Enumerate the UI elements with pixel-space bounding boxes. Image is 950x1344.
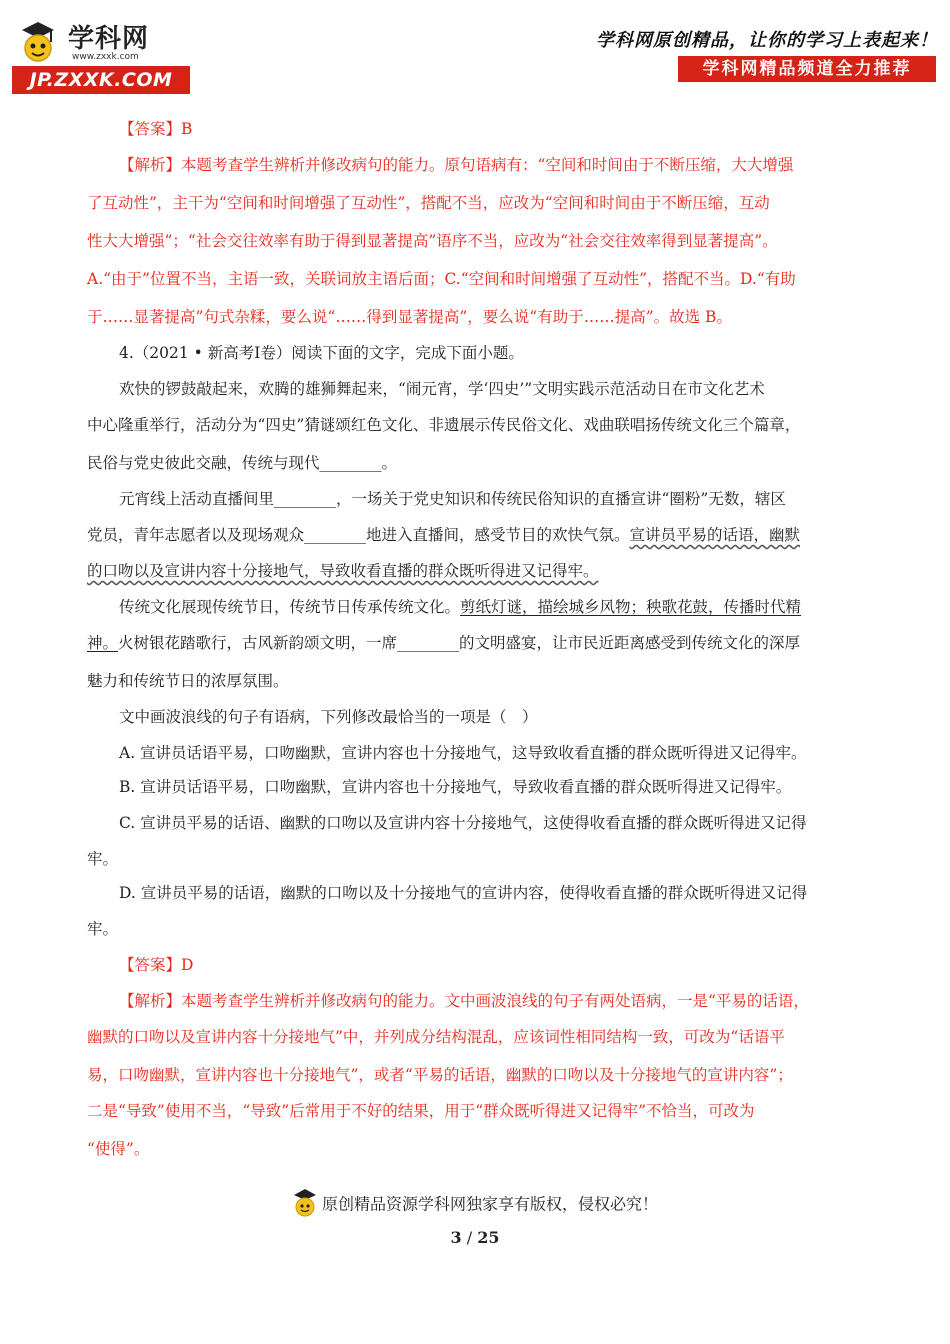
channel-banner: 学科网精品频道全力推荐 — [678, 56, 936, 82]
logo-url: JP.ZXXK.COM — [12, 66, 190, 94]
page-current: 3 — [450, 1228, 462, 1247]
q4-analysis-line: 易，口吻幽默，宣讲内容也十分接地气”，或者“平易的话语，幽默的口吻以及十分接地气的宣讲内容”； — [87, 1066, 793, 1084]
page-total: 25 — [477, 1228, 500, 1247]
underlined-sentence: 剪纸灯谜，描绘城乡风物；秧歌花鼓，传播时代精 — [460, 598, 802, 616]
passage-line: 中心隆重举行，活动分为“四史”猜谜颂红色文化、非遗展示传民俗文化、戏曲联唱扬传统文化三个篇章， — [87, 416, 801, 434]
passage-text: 火树银花踏歌行，古风新韵颂文明，一席________的文明盛宴，让市民近距离感受到传统文化的深厚 — [118, 634, 801, 652]
q4-analysis-line: 幽默的口吻以及宣讲内容十分接地气”中，并列成分结构混乱，应该词性相同结构一致，可改为“话语平 — [87, 1028, 785, 1046]
wavy-sentence: 宣讲员平易的话语，幽默 — [629, 526, 801, 544]
q3-answer: 【答案】B — [119, 120, 193, 138]
passage-line — [119, 595, 801, 617]
option-b: B. 宣讲员话语平易，口吻幽默，宣讲内容也十分接地气，导致收看直播的群众既听得进又记得牢。 — [119, 778, 792, 796]
passage-line: 魅力和传统节日的浓厚氛围。 — [87, 672, 289, 690]
option-a: A. 宣讲员话语平易，口吻幽默，宣讲内容也十分接地气，这导致收看直播的群众既听得进又记得牢。 — [119, 744, 807, 762]
mascot-icon — [292, 1188, 318, 1218]
underlined-sentence: 神。 — [87, 634, 119, 652]
site-logo[interactable] — [12, 14, 190, 91]
passage-line: 民俗与党史彼此交融，传统与现代________。 — [87, 454, 398, 472]
question-prompt: 文中画波浪线的句子有语病，下列修改最恰当的一项是（ ） — [119, 708, 538, 726]
passage-text: 传统文化展现传统节日，传统节日传承传统文化。 — [119, 598, 461, 616]
q4-answer: 【答案】D — [119, 956, 194, 974]
passage-line: 元宵线上活动直播间里________，一场关于党史知识和传统民俗知识的直播宣讲“圈粉”无数，辖区 — [119, 490, 786, 508]
q3-analysis-line: 了互动性”，主干为“空间和时间增强了互动性”，搭配不当，应改为“空间和时间由于不断压缩，互动 — [87, 194, 770, 212]
q4-stem: 4.（2021 • 新高考Ⅰ卷）阅读下面的文字，完成下面小题。 — [119, 344, 524, 362]
page-number — [0, 1228, 950, 1247]
q3-analysis-line: 【解析】本题考查学生辨析并修改病句的能力。原句语病有：“空间和时间由于不断压缩，大大增强 — [119, 156, 794, 174]
passage-line — [87, 523, 800, 545]
q3-analysis-line: A.“由于”位置不当，主语一致，关联词放主语后面；C.“空间和时间增强了互动性”，搭配不当。D.“有助 — [87, 270, 796, 288]
option-c: C. 宣讲员平易的话语、幽默的口吻以及宣讲内容十分接地气，这使得收看直播的群众既听得进又记得 — [119, 814, 807, 832]
passage-line — [87, 631, 800, 653]
q3-analysis-line: 性大大增强”；“社会交往效率有助于得到显著提高”语序不当，应改为“社会交往效率得到显著提高”。 — [87, 232, 778, 250]
wavy-sentence: 的口吻以及宣讲内容十分接地气，导致收看直播的群众既听得进又记得牢。 — [87, 562, 599, 580]
q4-analysis-line: “使得”。 — [87, 1140, 150, 1158]
logo-name: 学科网 — [68, 24, 150, 54]
copyright-text: 原创精品资源学科网独家享有版权，侵权必究！ — [321, 1194, 658, 1214]
header-slogan: 学科网原创精品，让你的学习上表起来！ — [596, 30, 938, 51]
passage-line: 欢快的锣鼓敲起来，欢腾的雄狮舞起来，“闹元宵，学‘四史’”文明实践示范活动日在市文化艺术 — [119, 380, 765, 398]
option-c-cont: 牢。 — [87, 850, 119, 868]
logo-small-url: www.zxxk.com — [72, 52, 139, 62]
option-d-cont: 牢。 — [87, 920, 119, 938]
passage-text: 党员，青年志愿者以及现场观众________地进入直播间，感受节目的欢快气氛。 — [87, 526, 630, 544]
option-d: D. 宣讲员平易的话语，幽默的口吻以及十分接地气的宣讲内容，使得收看直播的群众既听得进又记得 — [119, 884, 808, 902]
footer — [0, 1188, 950, 1218]
q4-analysis-line: 二是“导致”使用不当，“导致”后常用于不好的结果，用于“群众既听得进又记得牢”不恰当，可改为 — [87, 1102, 755, 1120]
q3-analysis-line: 于……显著提高”句式杂糅，要么说“……得到显著提高”，要么说“有助于……提高”。故选 B。 — [87, 308, 732, 326]
page-separator: / — [461, 1228, 478, 1247]
mascot-icon — [18, 20, 58, 64]
q4-analysis-line: 【解析】本题考查学生辨析并修改病句的能力。文中画波浪线的句子有两处语病，一是“平易的话语， — [119, 992, 809, 1010]
